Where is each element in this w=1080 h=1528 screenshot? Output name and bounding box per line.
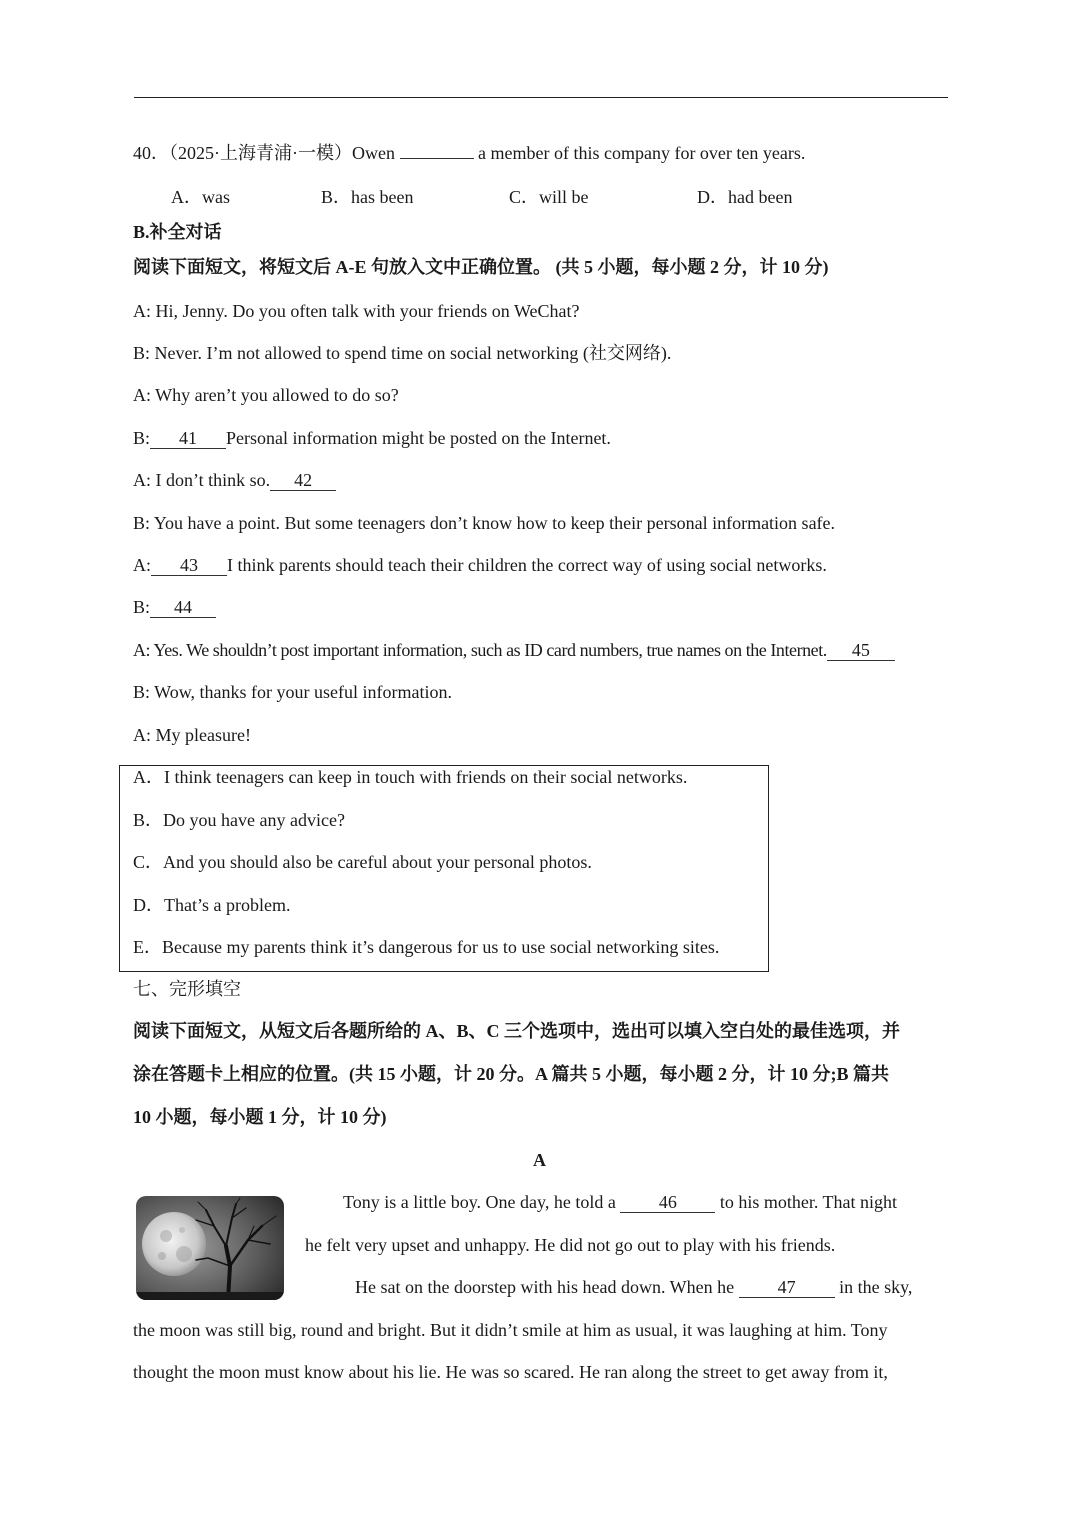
section-7-instruction: 涂在答题卡上相应的位置。(共 15 小题，计 20 分。A 篇共 5 小题，每小题 2 分，计 10 分;B 篇共 xyxy=(133,1064,889,1084)
answer-blank-43[interactable]: 43 xyxy=(151,555,227,576)
option-d[interactable]: D．had been xyxy=(697,187,793,207)
choice-b[interactable]: B．Do you have any advice? xyxy=(133,810,345,830)
answer-blank-42[interactable]: 42 xyxy=(270,470,336,491)
answer-blank-45[interactable]: 45 xyxy=(827,640,895,661)
choice-e[interactable]: E．Because my parents think it’s dangerous for us to use social networking sites. xyxy=(133,937,720,957)
section-7-instruction: 阅读下面短文，从短文后各题所给的 A、B、C 三个选项中，选出可以填入空白处的最佳选项，并 xyxy=(133,1021,900,1041)
choice-a[interactable]: A．I think teenagers can keep in touch with friends on their social networks. xyxy=(133,767,688,787)
question-source: （2025·上海青浦·一模） xyxy=(169,143,352,163)
section-b-instruction: 阅读下面短文，将短文后 A-E 句放入文中正确位置。 (共 5 小题，每小题 2 分，计 10 分) xyxy=(133,257,829,277)
passage-line: thought the moon must know about his lie. He was so scared. He ran along the street to get away from it, xyxy=(133,1362,888,1382)
question-number: 40． xyxy=(133,143,169,163)
option-a[interactable]: A．was xyxy=(171,187,230,207)
dialogue-line: A: I don’t think so. 42 xyxy=(133,468,336,492)
passage-title: A xyxy=(533,1150,546,1170)
dialogue-line: B: Never. I’m not allowed to spend time on social networking (社交网络). xyxy=(133,343,672,363)
passage-line: he felt very upset and unhappy. He did not go out to play with his friends. xyxy=(305,1235,836,1255)
choice-c[interactable]: C．And you should also be careful about your personal photos. xyxy=(133,852,592,872)
passage-line: the moon was still big, round and bright. But it didn’t smile at him as usual, it was laughing at him. Tony xyxy=(133,1320,888,1340)
passage-line: Tony is a little boy. One day, he told a 46 to his mother. That night xyxy=(343,1192,898,1212)
dialogue-line: A: 43 I think parents should teach their children the correct way of using social networks. xyxy=(133,555,827,575)
moon-tree-picture xyxy=(136,1196,284,1300)
section-b-title: B.补全对话 xyxy=(133,222,222,242)
header-rule xyxy=(134,97,948,98)
dialogue-line: B: 44 xyxy=(133,595,216,619)
question-40: 40．（2025·上海青浦·一模）Owen a member of this company for over ten years. xyxy=(133,143,806,163)
section-7-instruction: 10 小题，每小题 1 分，计 10 分) xyxy=(133,1107,387,1127)
answer-blank-44[interactable]: 44 xyxy=(150,597,216,618)
dialogue-line: B: 41 Personal information might be posted on the Internet. xyxy=(133,428,611,448)
answer-blank-40[interactable] xyxy=(400,158,474,159)
option-c[interactable]: C．will be xyxy=(509,187,589,207)
choice-d[interactable]: D．That’s a problem. xyxy=(133,895,291,915)
dialogue-line: A: My pleasure! xyxy=(133,725,251,745)
answer-blank-41[interactable]: 41 xyxy=(150,428,226,449)
dialogue-line: A: Yes. We shouldn’t post important information, such as ID card numbers, true names on the Internet. 45 xyxy=(133,638,895,662)
section-7-title: 七、完形填空 xyxy=(133,979,241,999)
dialogue-line: A: Why aren’t you allowed to do so? xyxy=(133,385,399,405)
answer-blank-47[interactable]: 47 xyxy=(739,1277,835,1298)
dialogue-line: B: You have a point. But some teenagers don’t know how to keep their personal information safe. xyxy=(133,513,836,533)
dialogue-line: A: Hi, Jenny. Do you often talk with your friends on WeChat? xyxy=(133,301,580,321)
passage-line: He sat on the doorstep with his head down. When he 47 in the sky, xyxy=(355,1277,913,1297)
answer-blank-46[interactable]: 46 xyxy=(620,1192,715,1213)
dialogue-line: B: Wow, thanks for your useful information. xyxy=(133,682,453,702)
option-b[interactable]: B．has been xyxy=(321,187,414,207)
